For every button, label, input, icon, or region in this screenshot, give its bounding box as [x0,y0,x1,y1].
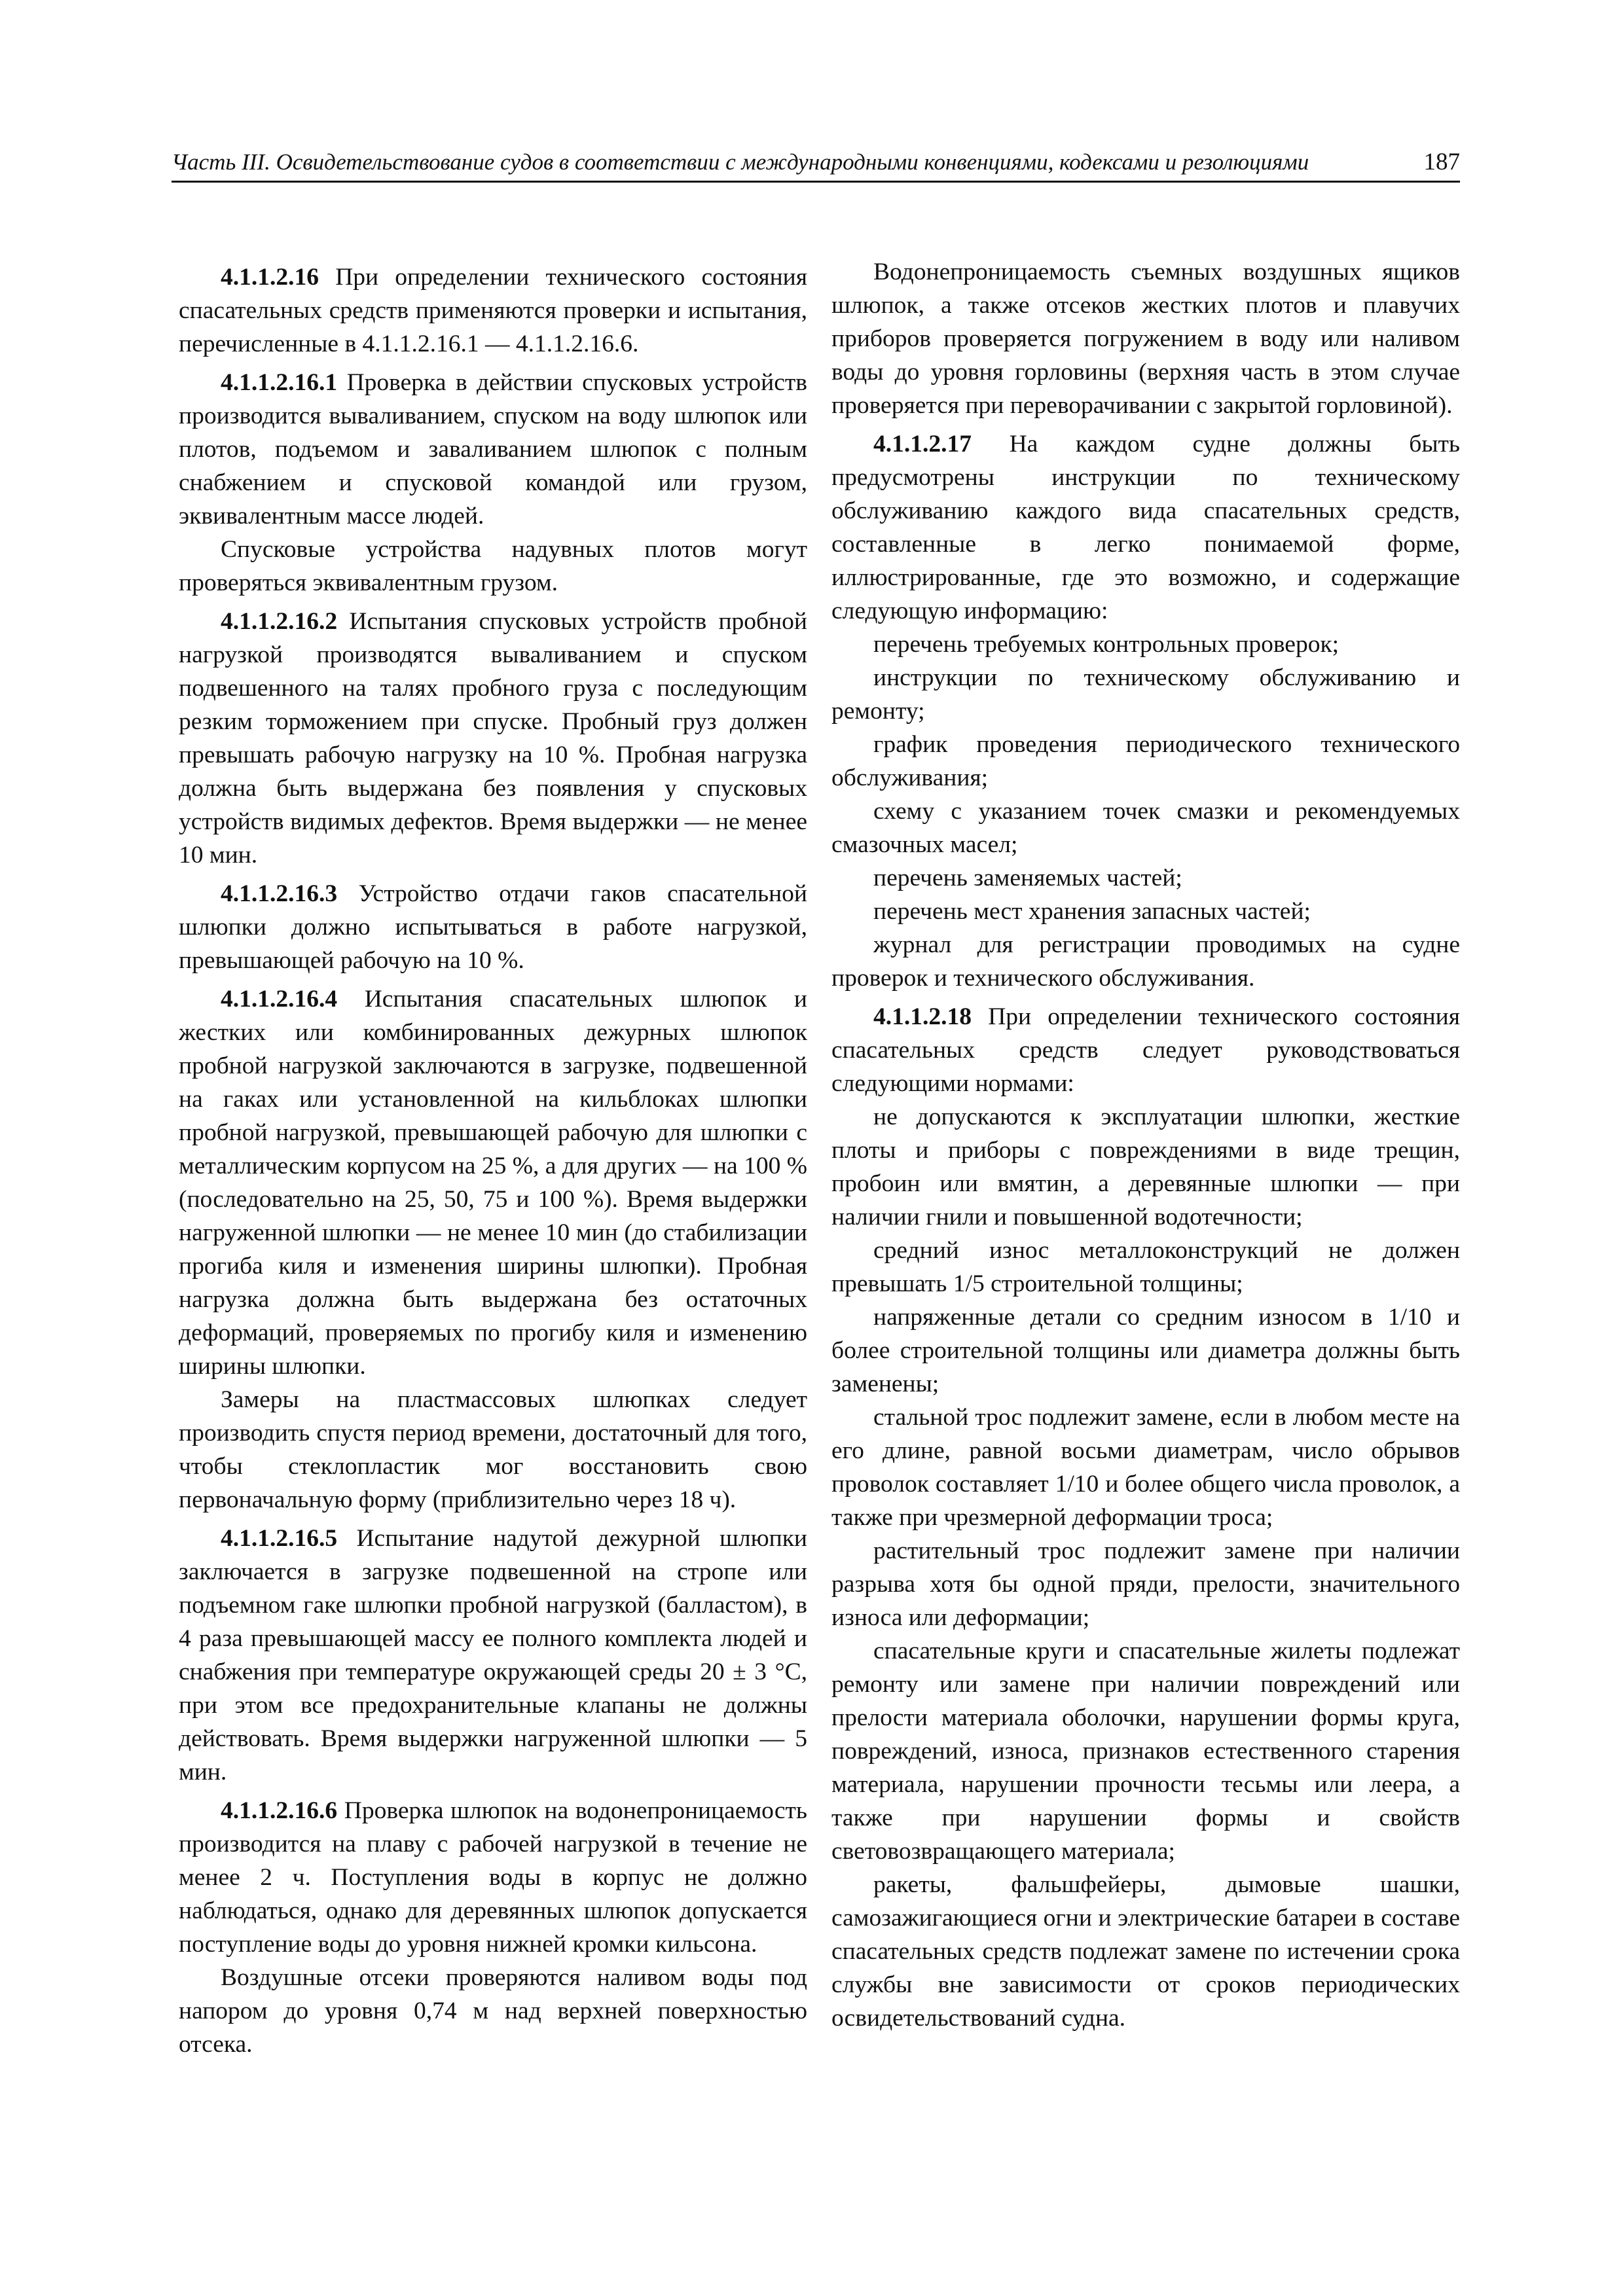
header-rule [172,181,1460,183]
clause-number: 4.1.1.2.17 [873,431,972,457]
left-column-paragraph [179,533,807,600]
paragraph-text: Испытания спусковых устройств пробной нагрузкой производятся вываливанием и спуском подвешенного на талях пробного груза с последующим резким торможением при спуске. Пробный груз должен превышать рабочую нагрузку на 10 %. Пробная нагрузка должна быть выдержана без появления у спусковых устройств видимых дефектов. Время выдержки — не менее 10 мин. [179,608,807,869]
clause-number: 4.1.1.2.16.2 [221,608,338,635]
right-column-paragraph [831,1868,1460,2035]
right-column-paragraph [831,928,1460,995]
paragraph-text: растительный трос подлежит замене при наличии разрыва хотя бы одной пряди, прелости, значительного износа или деформации; [831,1537,1460,1631]
right-column-paragraph [831,861,1460,895]
paragraph-text: При определении технического состояния спасательных средств применяются проверки и испытания, перечисленные в 4.1.1.2.16.1 — 4.1.1.2.16.6. [179,264,807,357]
paragraph-text: Устройство отдачи гаков спасательной шлюпки должно испытываться в работе нагрузкой, превышающей рабочую на 10 %. [179,880,807,974]
paragraph-text: Замеры на пластмассовых шлюпках следует производить спустя период времени, достаточный для того, чтобы стеклопластик мог восстановить свою первоначальную форму (приблизительно через 18 ч). [179,1386,807,1513]
paragraph-text: Испытание надутой дежурной шлюпки заключается в загрузке подвешенной на стропе или подъемном гаке шлюпки пробной нагрузкой (балластом), в 4 раза превышающей массу ее полного комплекта людей и снабжения при температуре окружающей среды 20 ± 3 °С, при этом все предохранительные клапаны не должны действовать. Время выдержки нагруженной шлюпки — 5 мин. [179,1525,807,1785]
page-number: 187 [1423,149,1460,175]
paragraph-text: перечень заменяемых частей; [873,865,1182,891]
right-column-paragraph [831,1534,1460,1634]
left-column-paragraph [179,366,807,533]
right-column-paragraph [831,1234,1460,1300]
left-column-paragraph [179,260,807,361]
paragraph-text: напряженные детали со средним износом в 1/10 и более строительной толщины или диаметра должны быть заменены; [831,1304,1460,1397]
clause-number: 4.1.1.2.16.3 [221,880,338,907]
header-title: Часть III. Освидетельствование судов в соответствии с международными конвенциями, кодексами и резолюциями [172,149,1309,175]
paragraph-text: график проведения периодического технического обслуживания; [831,731,1460,791]
right-column-paragraph [831,255,1460,422]
clause-number: 4.1.1.2.16.1 [221,369,338,396]
paragraph-text: инструкции по техническому обслуживанию и ремонту; [831,664,1460,725]
paragraph-text: Водонепроницаемость съемных воздушных ящиков шлюпок, а также отсеков жестких плотов и плавучих приборов проверяется погружением в воду или наливом воды до уровня горловины (верхняя часть в этом случае проверяется при переворачивании с закрытой горловиной). [831,259,1460,419]
left-column-paragraph [179,1383,807,1516]
right-column-paragraph [831,1401,1460,1534]
left-column-paragraph [179,1522,807,1789]
paragraph-text: схему с указанием точек смазки и рекомендуемых смазочных масел; [831,798,1460,858]
paragraph-text: Испытания спасательных шлюпок и жестких или комбинированных дежурных шлюпок пробной нагрузкой заключаются в загрузке, подвешенной на гаках или установленной на кильблоках шлюпки пробной нагрузкой, превышающей рабочую для шлюпки с металлическим корпусом на 25 %, а для других — на 100 % (последовательно на 25, 50, 75 и 100 %). Время выдержки нагруженной шлюпки — не менее 10 мин (до стабилизации прогиба киля и изменения ширины шлюпки). Пробная нагрузка должна быть выдержана без остаточных деформаций, проверяемых по прогибу киля и изменению ширины шлюпки. [179,986,807,1380]
paragraph-text: Спусковые устройства надувных плотов могут проверяться эквивалентным грузом. [179,536,807,596]
paragraph-text: стальной трос подлежит замене, если в любом месте на его длине, равной восьми диаметрам, число обрывов проволок составляет 1/10 и более общего числа проволок, а также при чрезмерной деформации троса; [831,1404,1460,1531]
left-column-paragraph [179,1794,807,1961]
paragraph-text: журнал для регистрации проводимых на судне проверок и технического обслуживания. [831,931,1460,992]
left-column-paragraph [179,605,807,872]
paragraph-text: перечень мест хранения запасных частей; [873,898,1311,925]
clause-number: 4.1.1.2.16 [221,264,319,291]
paragraph-text: На каждом судне должны быть предусмотрены инструкции по техническому обслуживанию каждого вида спасательных средств, составленные в легко понимаемой форме, иллюстрированные, где это возможно, и содержащие следующую информацию: [831,431,1460,624]
clause-number: 4.1.1.2.16.6 [221,1797,338,1824]
paragraph-text: спасательные круги и спасательные жилеты подлежат ремонту или замене при наличии повреждений или прелости материала оболочки, нарушении формы круга, повреждений, износа, признаков естественного старения материала, нарушении прочности тесьмы или леера, а также при нарушении формы и свойств световозвращающего материала; [831,1638,1460,1865]
clause-number: 4.1.1.2.18 [873,1003,972,1030]
clause-number: 4.1.1.2.16.4 [221,986,338,1013]
paragraph-text: средний износ металлоконструкций не должен превышать 1/5 строительной толщины; [831,1237,1460,1297]
left-column-paragraph [179,1961,807,2061]
right-column-paragraph [831,1100,1460,1234]
paragraph-text: не допускаются к эксплуатации шлюпки, жесткие плоты и приборы с повреждениями в виде трещин, пробоин или вмятин, а деревянные шлюпки — при наличии гнили и повышенной водотечности; [831,1103,1460,1230]
right-column-paragraph [831,1000,1460,1100]
right-column-paragraph [831,661,1460,728]
right-column-paragraph [831,1300,1460,1401]
right-column-paragraph [831,895,1460,928]
right-column-paragraph [831,1634,1460,1868]
right-column-paragraph [831,795,1460,861]
right-column [831,255,1460,2035]
paragraph-text: Проверка шлюпок на водонепроницаемость производится на плаву с рабочей нагрузкой в течение не менее 2 ч. Поступления воды в корпус не должно наблюдаться, однако для деревянных шлюпок допускается поступление воды до уровня нижней кромки кильсона. [179,1797,807,1958]
paragraph-text: Проверка в действии спусковых устройств производится вываливанием, спуском на воду шлюпок или плотов, подъемом и заваливанием шлюпок с полным снабжением и спусковой командой или грузом, эквивалентным массе людей. [179,369,807,529]
clause-number: 4.1.1.2.16.5 [221,1525,338,1552]
paragraph-text: При определении технического состояния спасательных средств следует руководствоваться следующими нормами: [831,1003,1460,1097]
right-column-paragraph [831,427,1460,628]
paragraph-text: ракеты, фальшфейеры, дымовые шашки, самозажигающиеся огни и электрические батареи в составе спасательных средств подлежат замене по истечении срока службы вне зависимости от сроков периодических освидетельствований судна. [831,1871,1460,2032]
right-column-paragraph [831,728,1460,795]
paragraph-text: перечень требуемых контрольных проверок; [873,631,1340,658]
left-column [179,255,807,2061]
paragraph-text: Воздушные отсеки проверяются наливом воды под напором до уровня 0,74 м над верхней поверхностью отсека. [179,1964,807,2058]
left-column-paragraph [179,982,807,1383]
left-column-paragraph [179,877,807,977]
running-header [172,145,1460,179]
right-column-paragraph [831,628,1460,661]
